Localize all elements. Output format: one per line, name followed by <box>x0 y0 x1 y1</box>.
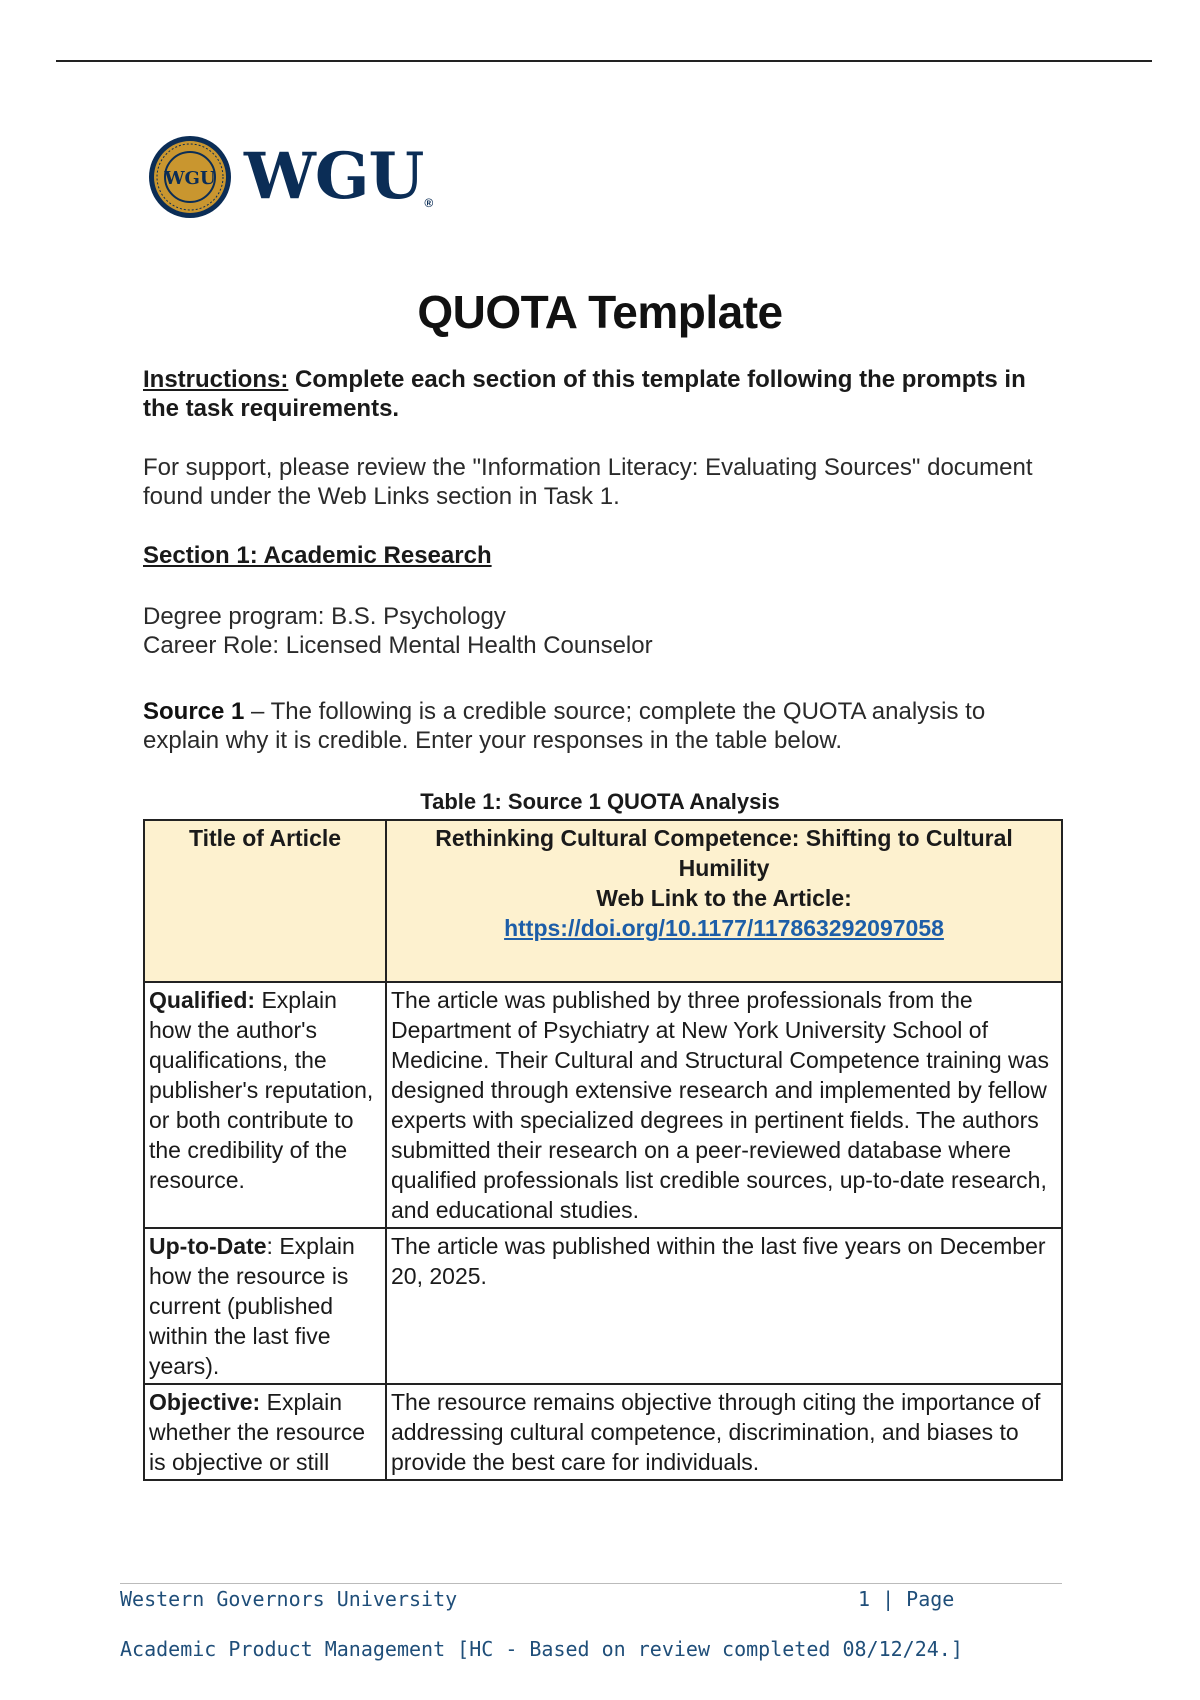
source-1-intro <box>143 697 1063 755</box>
footer-page-number: 1 | Page <box>858 1587 955 1611</box>
career-role: Career Role: Licensed Mental Health Counselor <box>143 632 653 659</box>
title-of-article-label: Title of Article <box>144 820 386 982</box>
source-1-text: – The following is a credible source; complete the QUOTA analysis to explain why it is credible. Enter your responses in the table below. <box>143 698 986 754</box>
source-1-label: Source 1 <box>143 698 245 725</box>
article-title: Rethinking Cultural Competence: Shifting to Cultural Humility <box>435 825 1013 881</box>
response-cell[interactable]: The article was published within the last five years on December 20, 2025. <box>386 1228 1062 1384</box>
response-cell[interactable]: The resource remains objective through citing the importance of addressing cultural competence, discrimination, and biases to provide the best care for individuals. <box>386 1384 1062 1480</box>
criterion-key: Up-to-Date <box>149 1233 267 1259</box>
instructions-text: Complete each section of this template following the prompts in the task requirements. <box>143 366 1026 422</box>
criterion-prompt: Explain how the author's qualifications, the publisher's reputation, or both contribute to the credibility of the resource. <box>149 987 374 1193</box>
page-title: QUOTA Template <box>417 286 783 338</box>
article-link[interactable]: https://doi.org/10.1177/117863292097058 <box>504 915 944 941</box>
criterion-prompt: Explain whether the resource is objective or still <box>149 1389 366 1475</box>
section-1-heading: Section 1: Academic Research <box>143 542 492 569</box>
criterion-key: Objective: <box>149 1389 261 1415</box>
article-info-cell <box>386 820 1062 982</box>
instructions <box>143 365 1063 423</box>
footer-organization: Western Governors University <box>120 1587 458 1611</box>
footer-divider <box>120 1583 1062 1584</box>
response-cell[interactable]: The article was published by three professionals from the Department of Psychiatry at New York University School of Medicine. Their Cultural and Structural Competence training was designed through extensive research and implemented by fellow experts with specialized degrees in pertinent fields. The authors submitted their research on a peer-reviewed database where qualified professionals list credible sources, up-to-date research, and educational studies. <box>386 982 1062 1228</box>
seal-monogram: WGU <box>164 168 216 189</box>
support-text: For support, please review the "Information Literacy: Evaluating Sources" document found under the Web Links section in Task 1. <box>143 454 1033 510</box>
criterion-cell <box>144 982 386 1228</box>
table-caption: Table 1: Source 1 QUOTA Analysis <box>420 789 780 814</box>
top-divider <box>56 60 1152 62</box>
footer-review-note: Academic Product Management [HC - Based on review completed 08/12/24.] <box>120 1637 963 1661</box>
criterion-key: Qualified: <box>149 987 256 1013</box>
instructions-label: Instructions: <box>143 366 289 393</box>
logo-wordmark: WGU® <box>244 139 433 214</box>
program-info <box>143 602 1063 660</box>
table-row-up-to-date <box>144 1228 1062 1384</box>
quota-table <box>143 819 1063 1481</box>
university-seal-icon <box>148 135 232 219</box>
wgu-logo <box>148 135 432 219</box>
table-row-objective <box>144 1384 1062 1480</box>
degree-program: Degree program: B.S. Psychology <box>143 603 506 630</box>
web-link-label: Web Link to the Article: <box>596 885 852 911</box>
criterion-prompt: : Explain how the resource is current (published within the last five years). <box>149 1233 355 1379</box>
criterion-cell <box>144 1384 386 1480</box>
criterion-cell <box>144 1228 386 1384</box>
table-row-qualified <box>144 982 1062 1228</box>
table-header-row <box>144 820 1062 982</box>
